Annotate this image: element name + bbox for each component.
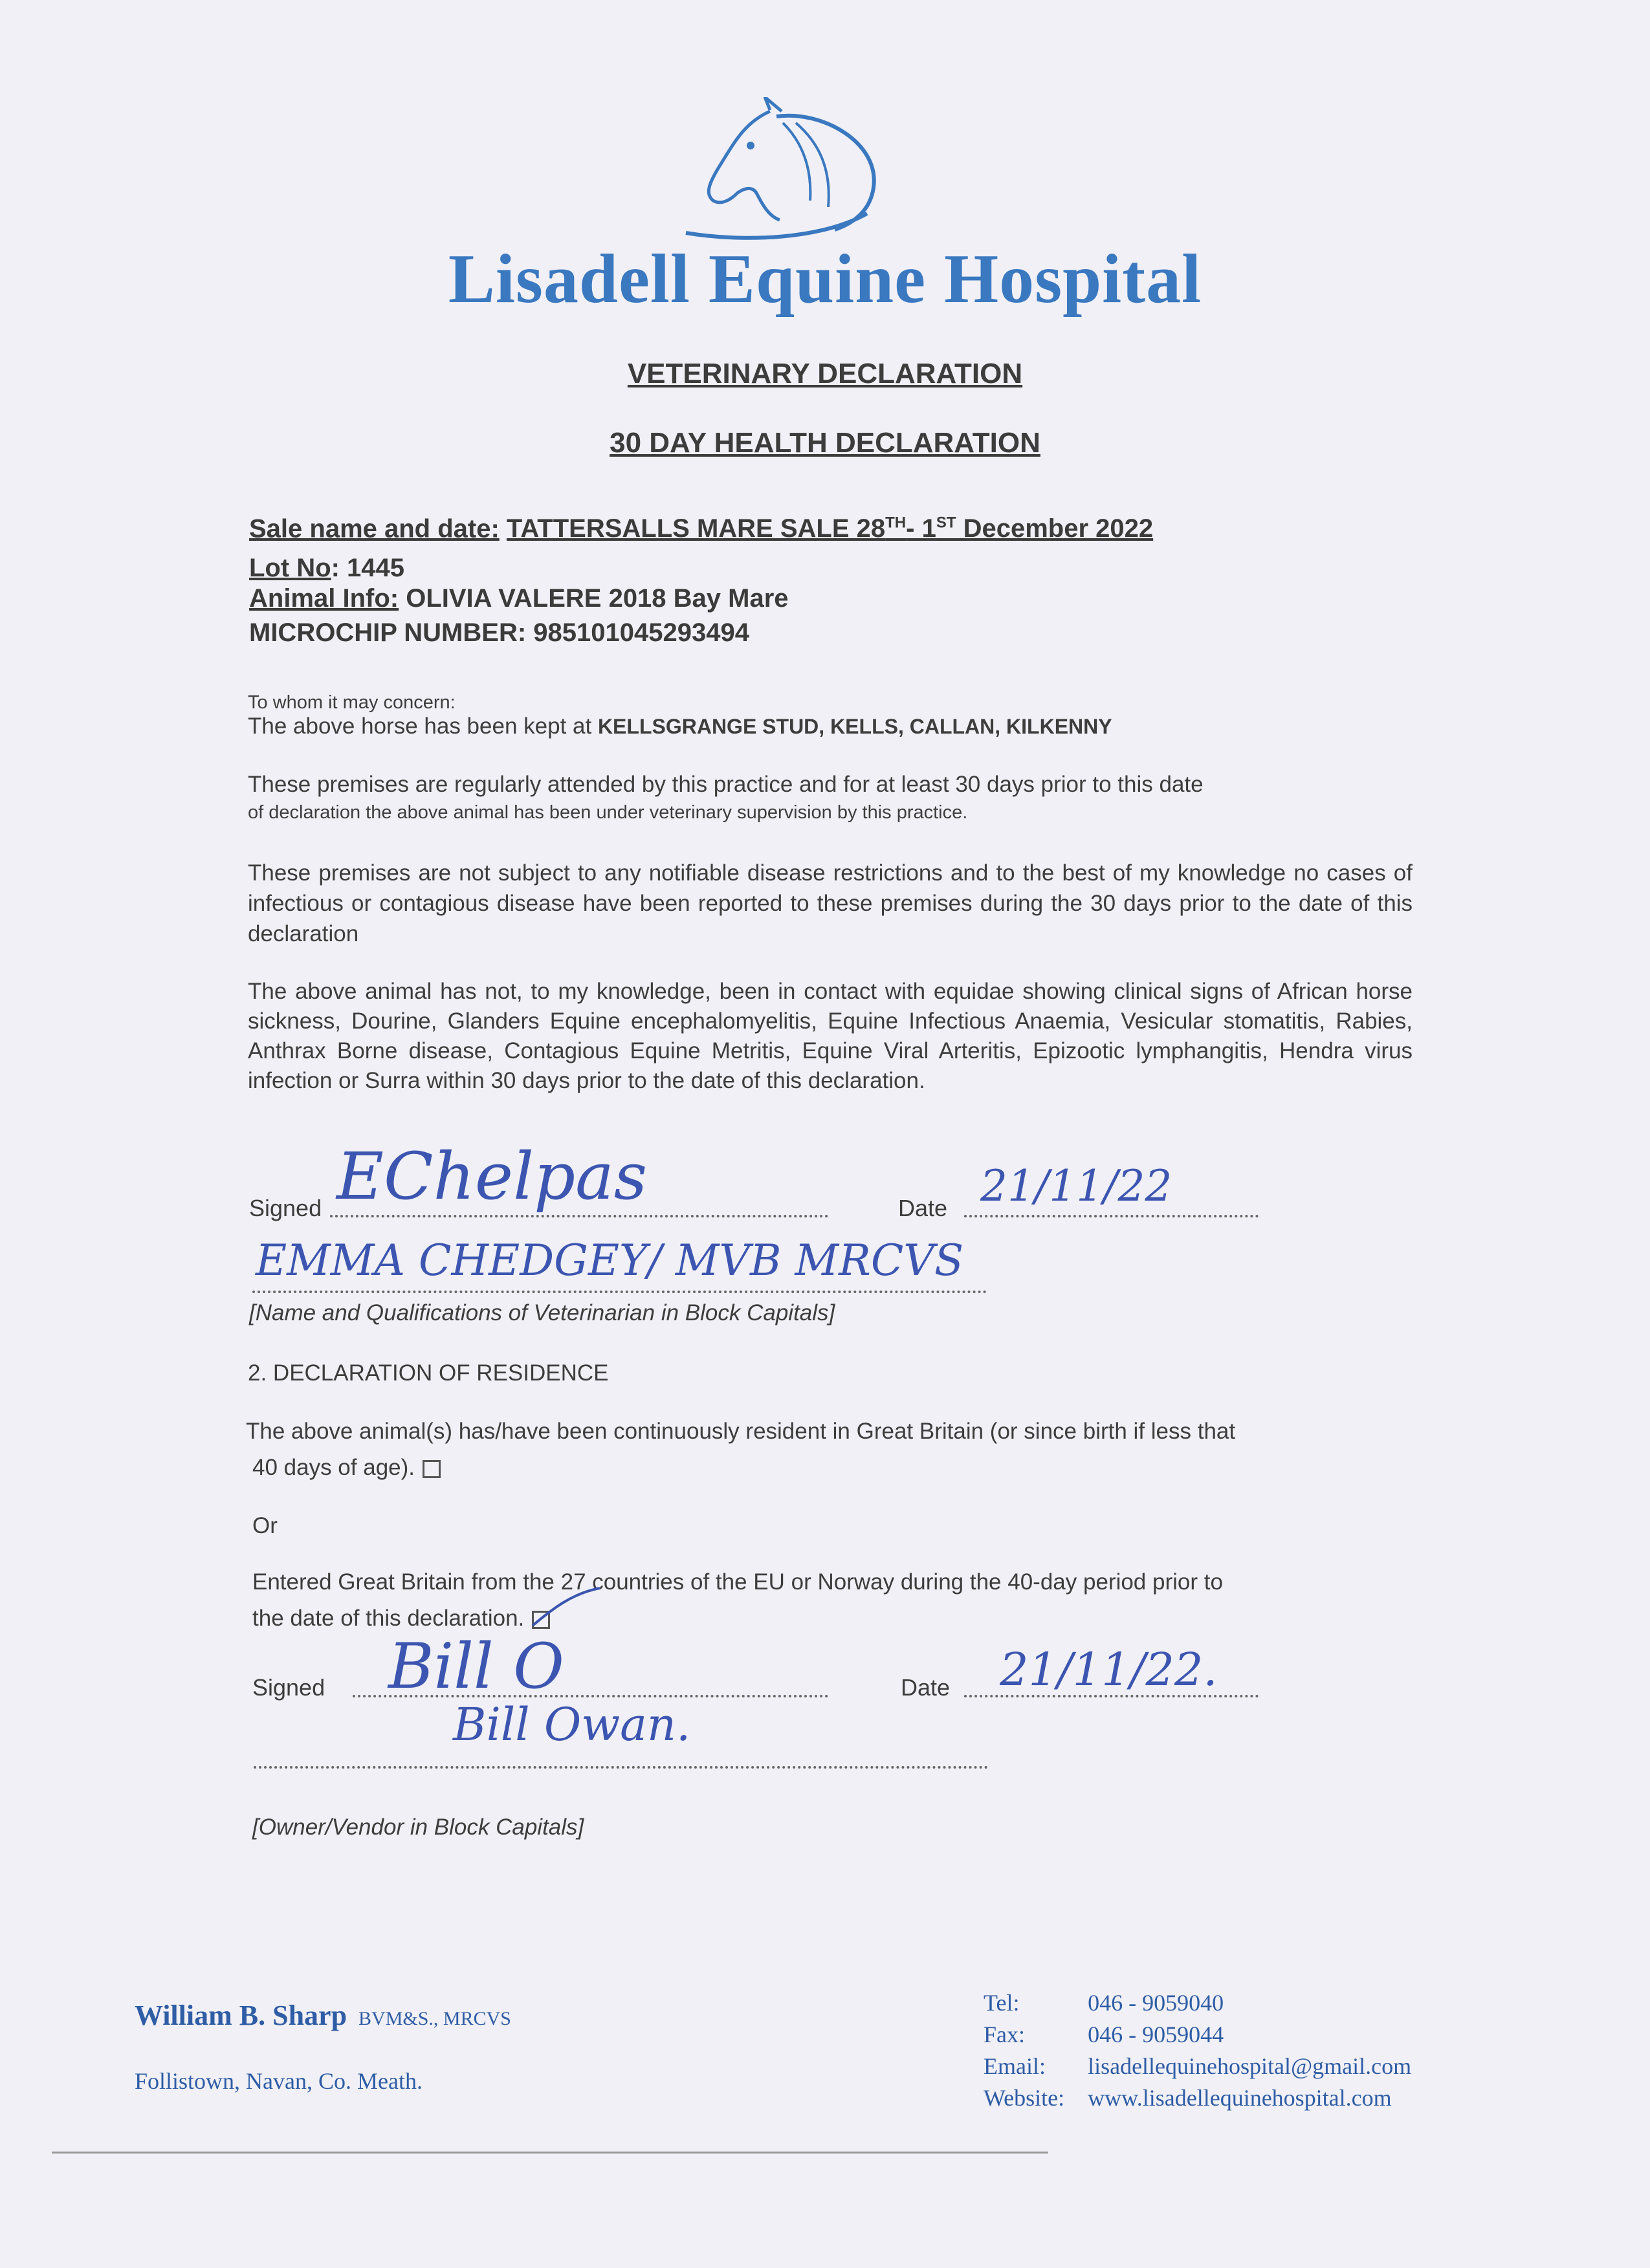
sale-label: Sale name and date: xyxy=(249,514,500,543)
lot-info xyxy=(249,554,404,583)
footer-address: Follistown, Navan, Co. Meath. xyxy=(135,2068,423,2094)
vet-name-value: EMMA CHEDGEY/ MVB MRCVS xyxy=(256,1236,964,1285)
contact-table xyxy=(984,1987,1435,2114)
horse-head-logo-icon xyxy=(673,97,886,246)
contact-row: Tel: 046 - 9059040 xyxy=(984,1987,1435,2019)
fax-value: 046 - 9059044 xyxy=(1088,2022,1224,2047)
owner-signature: Bill O xyxy=(388,1630,564,1703)
tel-value: 046 - 9059040 xyxy=(1088,1990,1224,2016)
owner-name-value: Bill Owan. xyxy=(453,1698,691,1751)
veterinary-declaration-heading: VETERINARY DECLARATION xyxy=(627,358,1023,389)
contact-row: Fax: 046 - 9059044 xyxy=(984,2019,1435,2051)
vet-name-note: [Name and Qualifications of Veterinarian in Block Capitals] xyxy=(249,1300,835,1325)
kept-at-line: The above horse has been kept at KELLSGRANGE STUD, KELLS, CALLAN, KILKENNY xyxy=(248,714,1112,739)
vet-date-value: 21/11/22 xyxy=(980,1161,1172,1211)
option-1-checkbox[interactable] xyxy=(423,1460,441,1478)
to-whom-line: To whom it may concern: xyxy=(248,692,456,713)
residence-heading: 2. DECLARATION OF RESIDENCE xyxy=(248,1360,609,1386)
health-declaration-heading: 30 DAY HEALTH DECLARATION xyxy=(610,427,1040,459)
vet-date-label: Date xyxy=(898,1195,948,1221)
footer-divider xyxy=(52,2152,1048,2154)
practitioner-credentials: BVM&S., MRCVS xyxy=(358,2008,511,2029)
animal-info xyxy=(249,584,789,613)
owner-signed-label: Signed xyxy=(252,1674,325,1701)
contact-paragraph: The above animal has not, to my knowledge, been in contact with equidae showing clinical signs of African horse sickness, Dourine, Glanders Equine encephalomyelitis, Equine Infectious Anaemia, Vesicular stomatitis, Rabies, Anthrax Borne disease, Contagious Equine Metritis, Equine Viral Arteritis, Epizootic lymphangitis, Hendra virus infection or Surra within 30 days prior to the date of this declaration. xyxy=(248,979,1413,1093)
hospital-name: Lisadell Equine Hospital xyxy=(448,241,1202,318)
email-link[interactable]: lisadellequinehospital@gmail.com xyxy=(1088,2053,1412,2079)
practitioner-name: William B. Sharp xyxy=(135,2000,347,2031)
owner-name-note: [Owner/Vendor in Block Capitals] xyxy=(252,1815,584,1840)
lot-value: : 1445 xyxy=(331,554,405,582)
sale-value: TATTERSALLS MARE SALE 28TH- 1ST December 2022 xyxy=(506,514,1154,543)
microchip-number: MICROCHIP NUMBER: 985101045293494 xyxy=(249,618,749,647)
owner-date-value: 21/11/22. xyxy=(1000,1643,1218,1696)
restrictions-paragraph: These premises are not subject to any notifiable disease restrictions and to the best of my knowledge no cases of infectious or contagious disease have been reported to these premises during the 30 days prior to the date of this declaration xyxy=(248,860,1413,946)
footer-practitioner xyxy=(135,1999,511,2032)
vet-signature: EChelpas xyxy=(336,1139,648,1214)
lot-label: Lot No xyxy=(249,554,331,582)
website-link[interactable]: www.lisadellequinehospital.com xyxy=(1088,2085,1392,2111)
owner-date-label: Date xyxy=(901,1674,951,1701)
residence-option-1: The above animal(s) has/have been continuously resident in Great Britain (or since birth if less that 40 days of age). xyxy=(246,1419,1236,1480)
residence-option-2: Entered Great Britain from the 27 countries of the EU or Norway during the 40-day period prior to the date of this declaration. xyxy=(252,1569,1223,1631)
contact-row: Email: lisadellequinehospital@gmail.com xyxy=(984,2051,1435,2082)
contact-row: Website: www.lisadellequinehospital.com xyxy=(984,2082,1435,2114)
or-text: Or xyxy=(252,1513,278,1538)
supervision-paragraph: These premises are regularly attended by this practice and for at least 30 days prior to this date of declaration the above animal has been under veterinary supervision by this practice. xyxy=(248,772,1204,823)
animal-value: OLIVIA VALERE 2018 Bay Mare xyxy=(399,584,789,613)
animal-label: Animal Info: xyxy=(249,584,399,613)
option-2-checkbox[interactable] xyxy=(532,1611,550,1629)
sale-info xyxy=(249,514,1153,543)
vet-signed-label: Signed xyxy=(249,1195,322,1221)
